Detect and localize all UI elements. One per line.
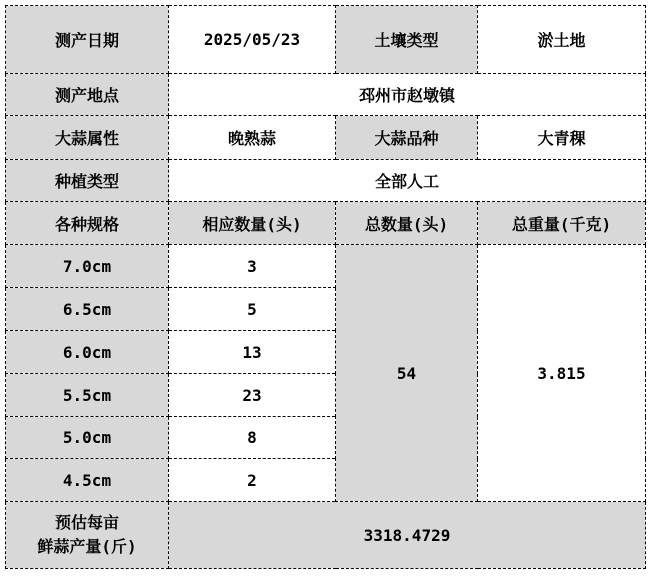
row-attribute-variety [6, 116, 646, 160]
header-spec-size: 各种规格 [6, 202, 169, 245]
header-total-weight: 总重量(千克) [478, 202, 646, 245]
cell-count: 5 [169, 288, 336, 331]
header-total-count: 总数量(头) [336, 202, 478, 245]
cell-soil-value: 淤土地 [478, 6, 646, 74]
cell-size: 7.0cm [6, 245, 169, 288]
estimate-label-text [6, 511, 168, 559]
cell-count: 23 [169, 374, 336, 417]
cell-estimate-value: 3318.4729 [169, 502, 646, 569]
cell-location-label: 测产地点 [6, 74, 169, 116]
header-spec-count: 相应数量(头) [169, 202, 336, 245]
row-date-soil [6, 6, 646, 74]
cell-variety-value: 大青稞 [478, 116, 646, 160]
estimate-label-line2: 鲜蒜产量(斤) [37, 537, 137, 556]
cell-location-value: 邳州市赵墩镇 [169, 74, 646, 116]
yield-measurement-table [5, 5, 646, 569]
cell-planting-value: 全部人工 [169, 160, 646, 202]
cell-size: 4.5cm [6, 459, 169, 502]
cell-size: 5.0cm [6, 417, 169, 459]
cell-size: 5.5cm [6, 374, 169, 417]
cell-size: 6.5cm [6, 288, 169, 331]
row-estimate [6, 502, 646, 569]
cell-variety-label: 大蒜品种 [336, 116, 478, 160]
estimate-label-line1: 预估每亩 [54, 513, 119, 532]
row-planting-type [6, 160, 646, 202]
row-spec-headers [6, 202, 646, 245]
cell-count: 8 [169, 417, 336, 459]
cell-soil-label: 土壤类型 [336, 6, 478, 74]
cell-count: 2 [169, 459, 336, 502]
spec-row [6, 245, 646, 288]
cell-attribute-label: 大蒜属性 [6, 116, 169, 160]
cell-planting-label: 种植类型 [6, 160, 169, 202]
cell-estimate-label [6, 502, 169, 569]
cell-total-count: 54 [336, 245, 478, 502]
cell-attribute-value: 晚熟蒜 [169, 116, 336, 160]
cell-count: 13 [169, 331, 336, 374]
row-location [6, 74, 646, 116]
cell-count: 3 [169, 245, 336, 288]
cell-size: 6.0cm [6, 331, 169, 374]
cell-total-weight: 3.815 [478, 245, 646, 502]
cell-date-label: 测产日期 [6, 6, 169, 74]
cell-date-value: 2025/05/23 [169, 6, 336, 74]
